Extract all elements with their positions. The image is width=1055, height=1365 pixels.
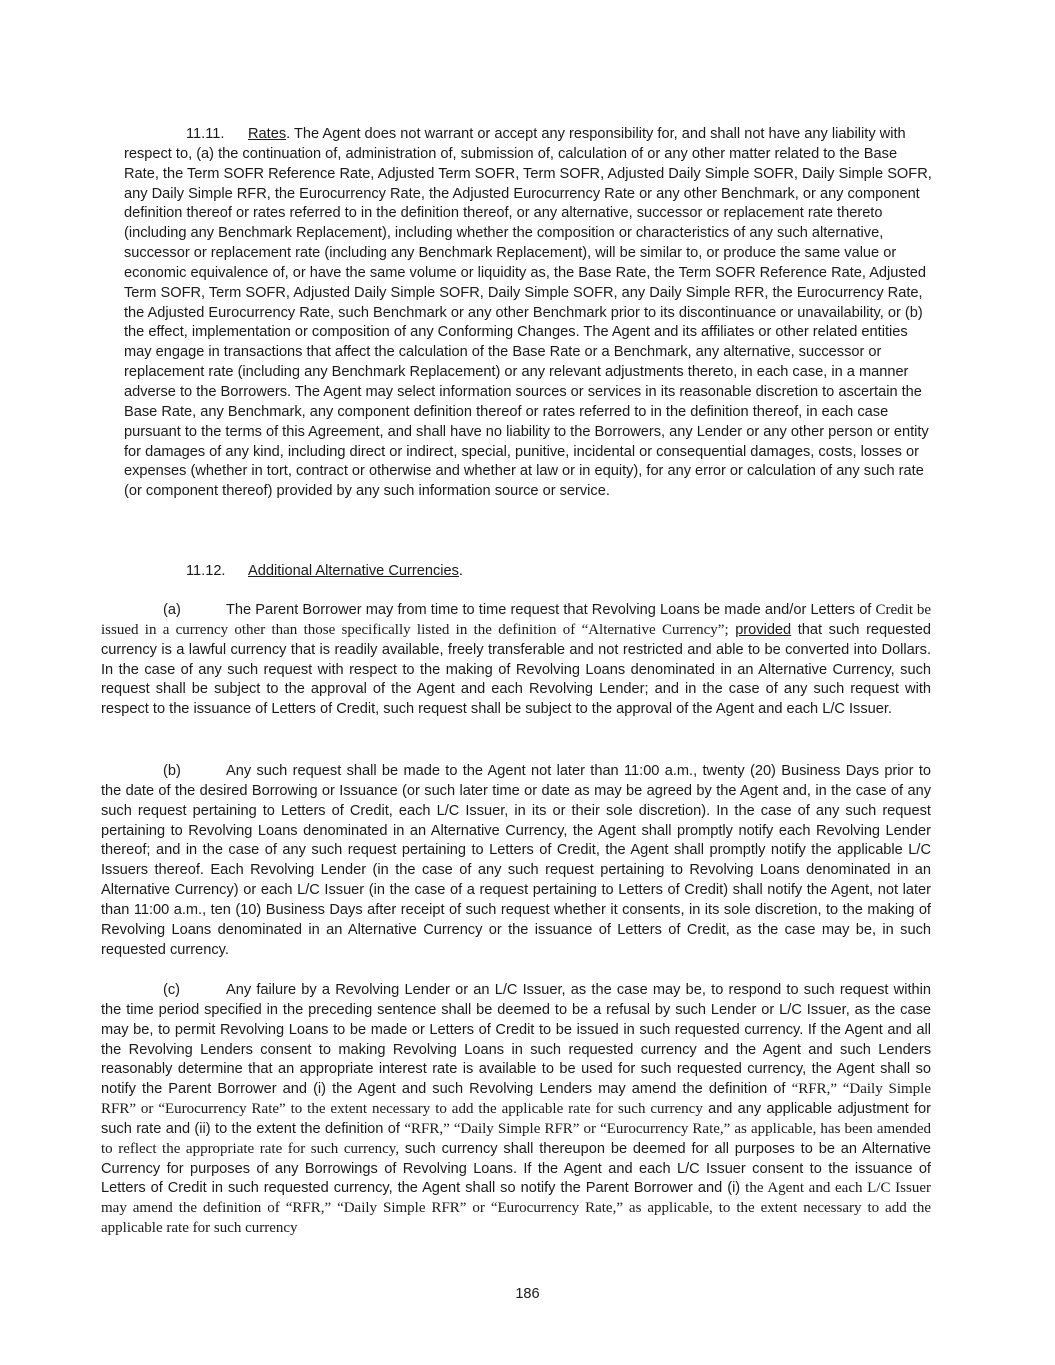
section-number: 11.12.: [186, 563, 226, 579]
subparagraph-label: (c): [163, 982, 181, 998]
subparagraph-text-serif: “RFR,” “Daily Simple RFR” or “Eurocurrency Rate” to the extent necessary to add the applicable rate for such currency: [101, 1081, 931, 1118]
subparagraph-c: [101, 981, 931, 1239]
section-title: Rates: [248, 126, 287, 142]
section-11-11-paragraph: [124, 125, 932, 502]
section-11-12-heading: [186, 562, 463, 582]
section-number: 11.11.: [186, 126, 225, 142]
subparagraph-text: and any applicable adjustment for such rate and (ii) to the extent the definition of: [101, 1101, 931, 1137]
subparagraph-text-serif: “RFR,” “Daily Simple RFR” or “Eurocurrency Rate,” as applicable, has been amended to reflect the appropriate rate for such currency,: [101, 1120, 931, 1157]
subparagraph-text-serif: the Agent and each L/C Issuer may amend the definition of “RFR,” “Daily Simple RFR” or “Eurocurrency Rate,” as applicable, to the extent necessary to add the applicable rate for such currency: [101, 1180, 931, 1237]
subparagraph-text: such currency shall thereupon be deemed for all purposes to be an Alternative Currency for purposes of any Borrowings of Revolving Loans. If the Agent and each L/C Issuer consent to the issuance of Letters of Credit in such requested currency, the Agent shall so notify the Parent Borrower and (i): [101, 1140, 931, 1197]
subparagraph-text-serif: Credit be issued in a currency other than those specifically listed in the definition of “Alternative Currency”;: [101, 602, 931, 638]
page-number: 186: [515, 1286, 540, 1302]
subparagraph-label: (b): [163, 763, 181, 779]
provided-term: provided: [735, 621, 792, 638]
section-title-period: .: [458, 563, 463, 579]
subparagraph-label: (a): [163, 602, 181, 618]
subparagraph-text: The Parent Borrower may from time to time request that Revolving Loans be made and/or Letters of: [226, 602, 872, 618]
subparagraph-a: [101, 601, 931, 720]
section-title: Additional Alternative Currencies: [248, 563, 459, 579]
subparagraph-text: Any failure by a Revolving Lender or an L/C Issuer, as the case may be, to respond to such request within the time period specified in the preceding sentence shall be deemed to be a refusal by such Lender or L/C Issuer, as the case may be, to permit Revolving Loans to be made or Letters of Credit to be issued in such requested currency. If the Agent and all the Revolving Lenders consent to making Revolving Loans in such requested currency and the Agent and such Lenders reasonably determine that an appropriate interest rate is available to be used for such requested currency, the Agent shall so notify the Parent Borrower and (i) the Agent and such Revolving Lenders may amend the definition of: [101, 982, 931, 1098]
subparagraph-b: [101, 762, 931, 960]
subparagraph-text: Any such request shall be made to the Agent not later than 11:00 a.m., twenty (20) Business Days prior to the date of the desired Borrowing or Issuance (or such later time or date as may be agreed by the Agent and, in the case of any such request pertaining to Letters of Credit, each L/C Issuer, in its or their sole discretion). In the case of any such request pertaining to Revolving Loans denominated in an Alternative Currency, the Agent shall promptly notify each Revolving Lender thereof; and in the case of any such request pertaining to Letters of Credit, the Agent shall promptly notify the applicable L/C Issuers thereof. Each Revolving Lender (in the case of any such request pertaining to Revolving Loans denominated in an Alternative Currency) or each L/C Issuer (in the case of a request pertaining to Letters of Credit) shall notify the Agent, not later than 11:00 a.m., ten (10) Business Days after receipt of such request whether it consents, in its sole discretion, to the making of Revolving Loans denominated in an Alternative Currency or the issuance of Letters of Credit, as the case may be, in such requested currency.: [101, 763, 931, 958]
subparagraph-text: that such requested currency is a lawful currency that is readily available, freely transferable and not restricted and able to be converted into Dollars. In the case of any such request with respect to the making of Revolving Loans denominated in an Alternative Currency, such request shall be subject to the approval of the Agent and each Revolving Lender; and in the case of any such request with respect to the issuance of Letters of Credit, such request shall be subject to the approval of the Agent and each L/C Issuer.: [101, 621, 931, 718]
section-body-text: . The Agent does not warrant or accept any responsibility for, and shall not have any liability with respect to, (a) the continuation of, administration of, submission of, calculation of or any other matter related to the Base Rate, the Term SOFR Reference Rate, Adjusted Term SOFR, Term SOFR, Adjusted Daily Simple SOFR, Daily Simple SOFR, any Daily Simple RFR, the Eurocurrency Rate, the Adjusted Eurocurrency Rate or any other Benchmark, or any component definition thereof or rates referred to in the definition thereof, or any alternative, successor or replacement rate thereto (including any Benchmark Replacement), including whether the composition or characteristics of any such alternative, successor or replacement rate (including any Benchmark Replacement), will be similar to, or produce the same value or economic equivalence of, or have the same volume or liquidity as, the Base Rate, the Term SOFR Reference Rate, Adjusted Term SOFR, Term SOFR, Adjusted Daily Simple SOFR, Daily Simple SOFR, any Daily Simple RFR, the Eurocurrency Rate, the Adjusted Eurocurrency Rate, such Benchmark or any other Benchmark prior to its discontinuance or unavailability, or (b) the effect, implementation or composition of any Conforming Changes. The Agent and its affiliates or other related entities may engage in transactions that affect the calculation of the Base Rate or a Benchmark, any alternative, successor or replacement rate (including any Benchmark Replacement) or any relevant adjustments thereto, in each case, in a manner adverse to the Borrowers. The Agent may select information sources or services in its reasonable discretion to ascertain the Base Rate, any Benchmark, any component definition thereof or rates referred to in the definition thereof, in each case pursuant to the terms of this Agreement, and shall have no liability to the Borrowers, any Lender or any other person or entity for damages of any kind, including direct or indirect, special, punitive, incidental or consequential damages, costs, losses or expenses (whether in tort, contract or otherwise and whether at law or in equity), for any error or calculation of any such rate (or component thereof) provided by any such information source or service.: [124, 126, 932, 500]
